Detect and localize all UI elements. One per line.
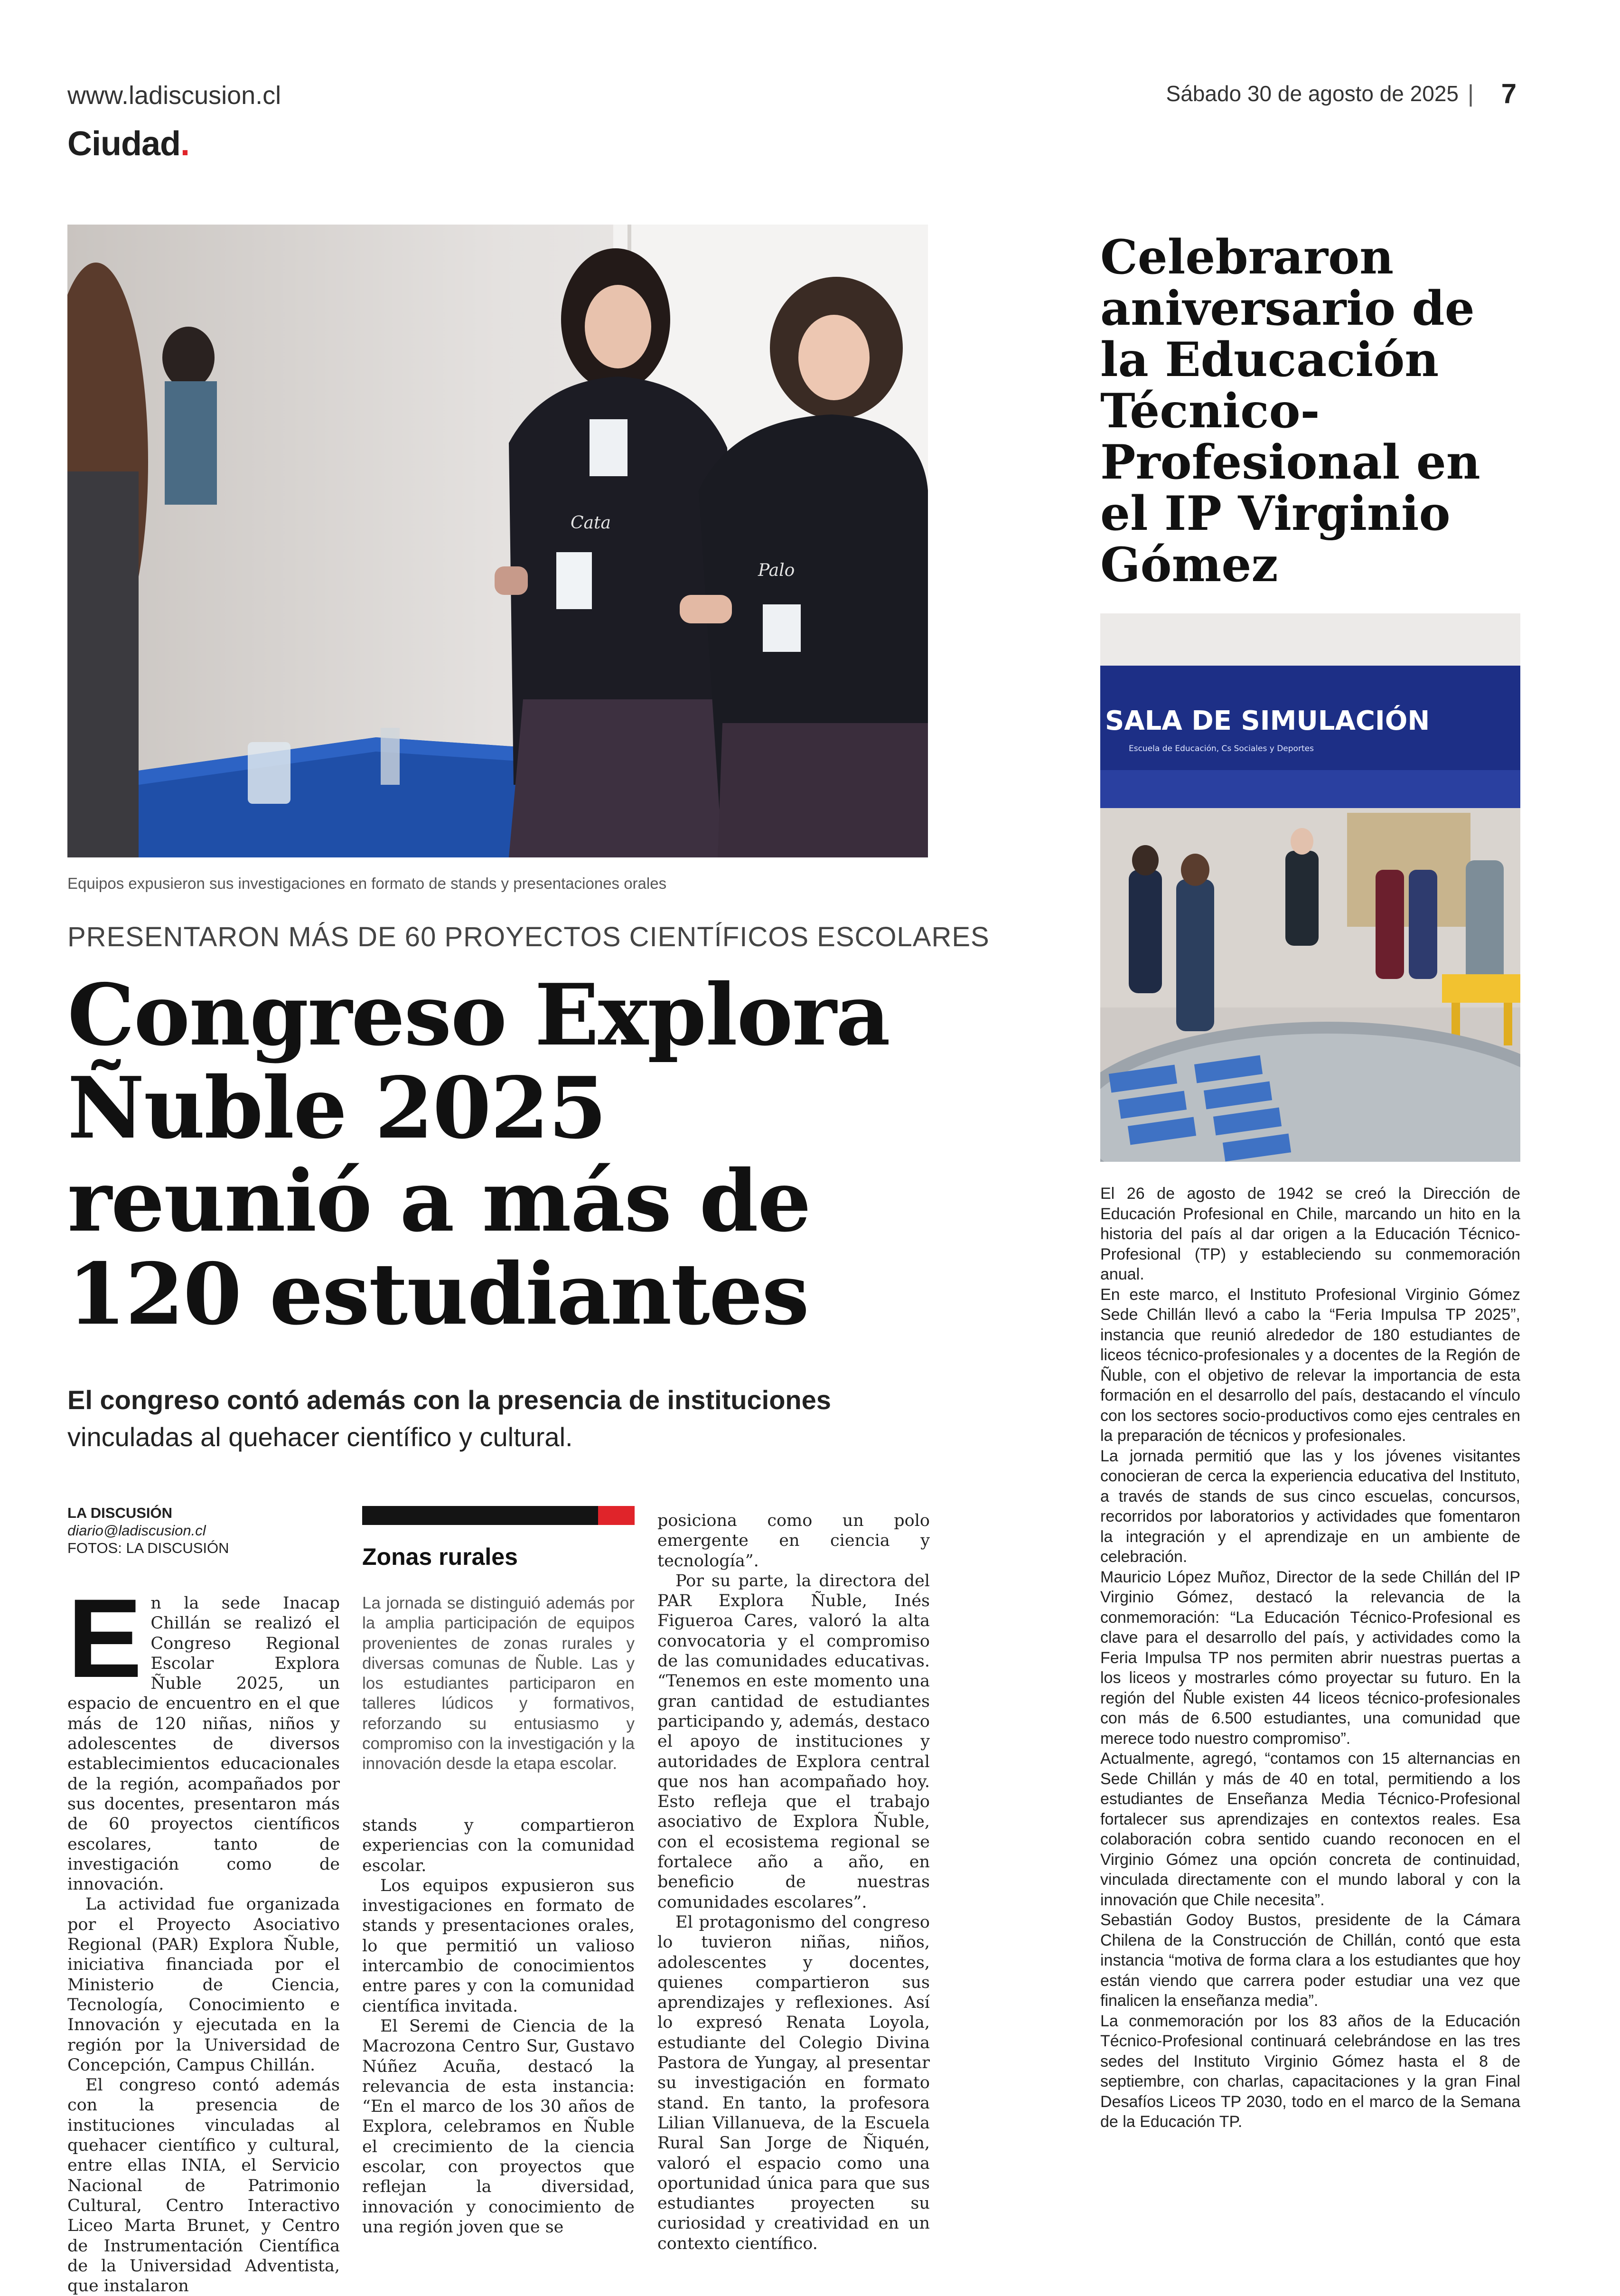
- simulation-room-photo: [1100, 613, 1520, 1162]
- byline-photos: FOTOS: LA DISCUSIÓN: [67, 1540, 229, 1556]
- paragraph: El Seremi de Ciencia de la Macrozona Centro Sur, Gustavo Núñez Acuña, destacó la relevancia de esta instancia: “En el marco de los 30 años de Explora, celebramos en Ñuble el crecimiento de la ciencia escolar, con proyectos que reflejan la diversidad, innovación y conocimiento de una región joven que se: [362, 2016, 635, 2237]
- article-column-2: [362, 1816, 635, 2237]
- section-label: Ciudad: [67, 125, 180, 163]
- paragraph: posiciona como un polo emergente en ciencia y tecnología”.: [657, 1511, 930, 1571]
- paragraph: [67, 1576, 340, 1894]
- page-number: 7: [1501, 78, 1517, 109]
- article-kicker: PRESENTARON MÁS DE 60 PROYECTOS CIENTÍFICOS ESCOLARES: [67, 922, 990, 952]
- box-rule-accent: [598, 1506, 635, 1525]
- byline-email[interactable]: diario@ladiscusion.cl: [67, 1522, 206, 1539]
- subhead-rest: vinculadas al quehacer científico y cultural.: [67, 1422, 573, 1452]
- paragraph-text: n la sede Inacap Chillán se realizó el Congreso Regional Escolar Explora Ñuble 2025, un espacio de encuentro en el que más de 120 niñas, niños y adolescentes de diversos establecimientos educacionales de la región, acompañados por sus docentes, presentaron más de 60 proyectos científicos escolares, tanto de investigación como de innovación.: [67, 1594, 340, 1894]
- article-subhead: [67, 1382, 936, 1456]
- main-photo: [67, 225, 928, 857]
- issue-date: Sábado 30 de agosto de 2025: [1166, 81, 1459, 106]
- room-sign: SALA DE SIMULACIÓN: [1105, 706, 1430, 736]
- badge-right: Palo: [758, 561, 795, 580]
- box-rule: [362, 1506, 598, 1525]
- paragraph: El congreso contó además con la presencia de instituciones vinculadas al quehacer científico y cultural, entre ellas INIA, el Servicio Nacional de Patrimonio Cultural, Centro Interactivo Liceo Marta Brunet, y Centro de Instrumentación Científica de la Universidad Adventista, que instalaron: [67, 2076, 340, 2296]
- paragraph: Mauricio López Muñoz, Director de la sede Chillán del IP Virginio Gómez, destacó la relevancia de la conmemoración: “La Educación Técnico-Profesional es clave para el desarrollo del país, y actividades como la Feria Impulsa TP nos permiten abrir nuestras puertas a los liceos y mostrarles cómo proyectar su futuro. En la región del Ñuble existen 44 liceos técnico-profesionales con más de 6.500 estudiantes, una comunidad que merece todo nuestro compromiso”.: [1100, 1568, 1520, 1748]
- side-photo: [1100, 613, 1520, 1162]
- subhead-bold: El congreso contó además con la presencia de instituciones: [67, 1385, 831, 1415]
- paragraph: La conmemoración por los 83 años de la Educación Técnico-Profesional continuará celebrándose en las tres sedes del Instituto Virginio Gómez hasta el 8 de septiembre, con charlas, capacitaciones y la gran Final Desafíos Liceos TP 2030, todo en el marco de la Semana de la Educación TP.: [1100, 2012, 1520, 2131]
- box-title: Zonas rurales: [362, 1543, 518, 1570]
- byline-name: LA DISCUSIÓN: [67, 1505, 173, 1521]
- box-text: [362, 1593, 635, 1774]
- paragraph: En este marco, el Instituto Profesional Virginio Gómez Sede Chillán llevó a cabo la “Feria Impulsa TP 2025”, instancia que reunió alrededor de 180 estudiantes de liceos técnico-profesionales y a docentes de la Región de Ñuble, con el objetivo de relevar la importancia de esta formación en el desarrollo del país, destacando el vínculo con los sectores socio-productivos como ejes centrales en la preparación de técnicos y profesionales.: [1100, 1285, 1520, 1445]
- site-url[interactable]: www.ladiscusion.cl: [67, 81, 281, 110]
- photo-caption: Equipos expusieron sus investigaciones en formato de stands y presentaciones orales: [67, 875, 667, 892]
- side-article-body: [1100, 1184, 1520, 2132]
- room-sign-subtitle: Escuela de Educación, Cs Sociales y Deportes: [1129, 744, 1314, 753]
- section-name: [67, 124, 189, 163]
- paragraph: La actividad fue organizada por el Proyecto Asociativo Regional (PAR) Explora Ñuble, iniciativa financiada por el Ministerio de Ciencia, Tecnología, Conocimiento e Innovación y ejecutada en la región por la Universidad de Concepción, Campus Chillán.: [67, 1895, 340, 2075]
- byline: [67, 1504, 343, 1557]
- paragraph: El 26 de agosto de 1942 se creó la Dirección de Educación Profesional en Chile, marcando un hito en la historia del país al dar origen a la Educación Técnico-Profesional (TP) y estableciendo su conmemoración anual.: [1100, 1185, 1520, 1283]
- paragraph: Actualmente, agregó, “contamos con 15 alternancias en Sede Chillán y más de 40 en total, permitiendo a los estudiantes de Enseñanza Media Técnico-Profesional fortalecer sus aprendizajes en contextos reales. Esa colaboración cobra sentido cuando reconocen en el Virginio Gómez una opción concreta de continuidad, vinculada directamente con el mundo laboral y con la innovación que Chile necesita”.: [1100, 1750, 1520, 1909]
- header-separator: |: [1468, 80, 1474, 107]
- side-headline: Celebraron aniversario de la Educación Técnico-Profesional en el IP Virginio Gómez: [1100, 230, 1480, 593]
- paragraph: Por su parte, la directora del PAR Explora Ñuble, Inés Figueroa Cares, valoró la alta convocatoria y el compromiso de las comunidades educativas. “Tenemos en este momento una gran cantidad de estudiantes participando y, además, destaco el apoyo de instituciones y autoridades de Explora central que nos han acompañado hoy. Esto refleja que el trabajo asociativo de Explora Ñuble, con el ecosistema regional se fortalece año a año, en beneficio de nuestras comunidades escolares”.: [657, 1571, 930, 1912]
- drop-cap: E: [67, 1576, 142, 1701]
- box-paragraph: La jornada se distinguió además por la amplia participación de equipos provenientes de zonas rurales y diversas comunas de Ñuble. Las y los estudiantes participaron en talleres lúdicos y formativos, reforzando su entusiasmo y compromiso con la investigación y la innovación desde la etapa escolar.: [362, 1594, 635, 1773]
- badge-left: Cata: [571, 513, 611, 533]
- paragraph: stands y compartieron experiencias con la comunidad escolar.: [362, 1816, 635, 1875]
- article-column-3: [657, 1511, 930, 2254]
- article-headline: Congreso Explora Ñuble 2025 reunió a más de 120 estudiantes: [67, 965, 890, 1344]
- section-dot: .: [180, 125, 189, 163]
- paragraph: El protagonismo del congreso lo tuvieron niñas, niños, adolescentes y docentes, quienes compartieron sus aprendizajes y reflexiones. Así lo expresó Renata Loyola, estudiante del Colegio Divina Pastora de Yungay, al presentar su investigación en formato stand. En tanto, la profesora Lilian Villanueva, de la Escuela Rural San Jorge de Ñiquén, valoró el espacio como una oportunidad única para que sus estudiantes proyecten su curiosidad y creatividad en un contexto científico.: [657, 1912, 930, 2253]
- paragraph: Los equipos expusieron sus investigaciones en formato de stands y presentaciones orales, lo que permitió un valioso intercambio de conocimientos entre pares y con la comunidad científica invitada.: [362, 1876, 635, 2016]
- paragraph: La jornada permitió que las y los jóvenes visitantes conocieran de cerca la experiencia educativa del Instituto, a través de stands de sus cinco escuelas, concursos, recorridos por laboratorios y actividades que fomentaron la integración y el aprendizaje en un ambiente de celebración.: [1100, 1447, 1520, 1566]
- paragraph: Sebastián Godoy Bustos, presidente de la Cámara Chilena de la Construcción de Chillán, contó que esta instancia “motiva de forma clara a los estudiantes que hoy están viendo que carrera poder estudiar una vez que finalicen la enseñanza media”.: [1100, 1911, 1520, 2010]
- students-presenting-photo: [67, 225, 928, 857]
- article-column-1: [67, 1576, 340, 2296]
